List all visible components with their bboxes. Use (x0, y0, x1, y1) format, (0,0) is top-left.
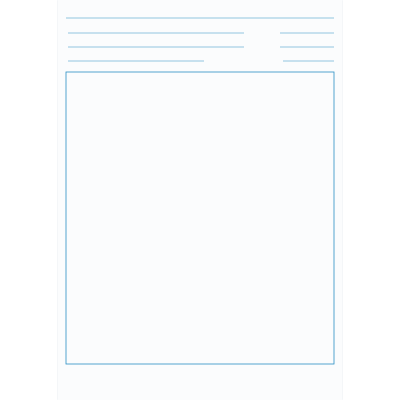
ledger-sheet (58, 0, 342, 400)
header-fields (68, 33, 334, 47)
ledger-form (58, 0, 342, 400)
table-frame (66, 72, 334, 364)
